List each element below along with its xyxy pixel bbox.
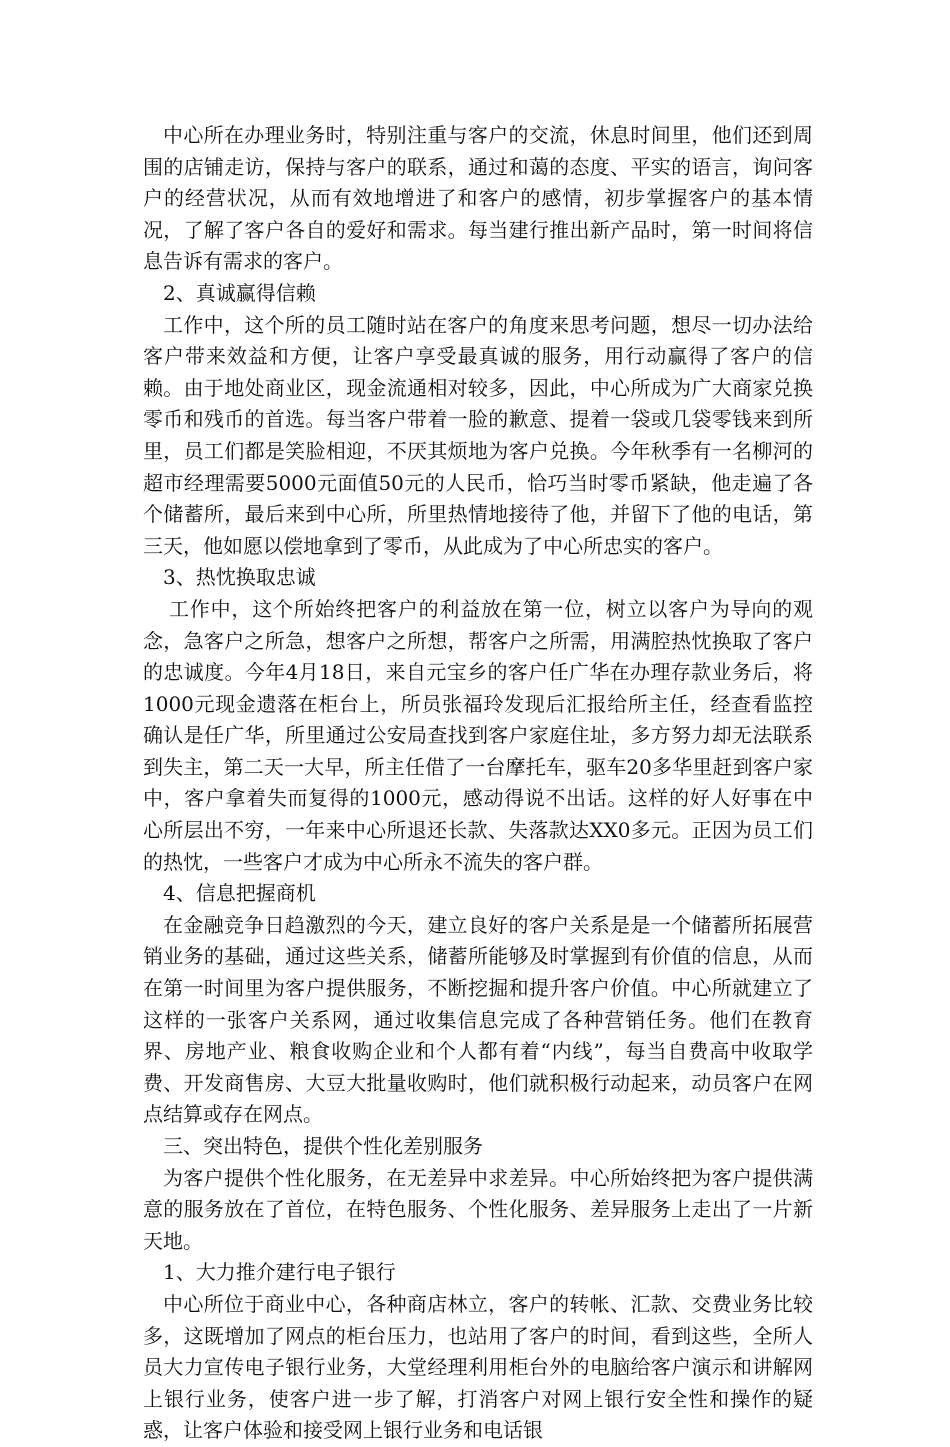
section-heading-information: 4、信息把握商机 xyxy=(163,881,316,906)
section-heading-e-banking: 1、大力推介建行电子银行 xyxy=(163,1260,396,1285)
section-heading-enthusiasm: 3、热忱换取忠诚 xyxy=(163,565,316,590)
paragraph-e-banking: 中心所位于商业中心，各种商店林立，客户的转帐、汇款、交费业务比较多，这既增加了网点的柜台压力，也站用了客户的时间，看到这些，全所人员大力宣传电子银行业务，大堂经理利用柜台外的电脑给客户演示和讲解网上银行业务，使客户进一步了解，打消客户对网上银行安全性和操作的疑惑，让客户体验和接受网上银行业务和电话银 xyxy=(143,1291,813,1443)
paragraph-information: 在金融竞争日趋激烈的今天，建立良好的客户关系是是一个储蓄所拓展营销业务的基础，通过这些关系，储蓄所能够及时掌握到有价值的信息，从而在第一时间里为客户提供服务，不断挖掘和提升客户价值。中心所就建立了这样的一张客户关系网，通过收集信息完成了各种营销任务。他们在教育界、房地产业、粮食收购企业和个人都有着“内线”，每当自费高中收取学费、开发商售房、大豆大批量收购时，他们就积极行动起来，动员客户在网点结算或存在网点。 xyxy=(143,912,813,1127)
paragraph-personalized-service: 为客户提供个性化服务，在无差异中求差异。中心所始终把为客户提供满意的服务放在了首位，在特色服务、个性化服务、差异服务上走出了一片新天地。 xyxy=(143,1165,813,1253)
document-body xyxy=(143,120,813,1447)
paragraph-customer-communication: 中心所在办理业务时，特别注重与客户的交流，休息时间里，他们还到周围的店铺走访，保持与客户的联系，通过和蔼的态度、平实的语言，询问客户的经营状况，从而有效地增进了和客户的感情，初步掌握客户的基本情况，了解了客户各自的爱好和需求。每当建行推出新产品时，第一时间将信息告诉有需求的客户。 xyxy=(143,123,813,274)
section-heading-personalized-service: 三、突出特色，提供个性化差别服务 xyxy=(163,1134,483,1158)
paragraph-enthusiasm: 工作中，这个所始终把客户的利益放在第一位，树立以客户为导向的观念，急客户之所急，想客户之所想，帮客户之所需，用满腔热忱换取了客户的忠诚度。今年4月18日，来自元宝乡的客户任广华在办理存款业务后，将1000元现金遗落在柜台上，所员张福玲发现后汇报给所主任，经查看监控确认是任广华，所里通过公安局查找到客户家庭住址，多方努力却无法联系到失主，第二天一大早，所主任借了一台摩托车，驱车20多华里赶到客户家中，客户拿着失而复得的1000元，感动得说不出话。这样的好人好事在中心所层出不穷，一年来中心所退还长款、失落款达XX0多元。正因为员工们的热忱，一些客户才成为中心所永不流失的客户群。 xyxy=(143,596,813,874)
section-heading-sincerity: 2、真诚赢得信赖 xyxy=(163,280,316,305)
paragraph-sincerity: 工作中，这个所的员工随时站在客户的角度来思考问题，想尽一切办法给客户带来效益和方便，让客户享受最真诚的服务，用行动赢得了客户的信赖。由于地处商业区，现金流通相对较多，因此，中心所成为广大商家兑换零币和残币的首选。每当客户带着一脸的歉意、提着一袋或几袋零钱来到所里，员工们都是笑脸相迎，不厌其烦地为客户兑换。今年秋季有一名柳河的超市经理需要5000元面值50元的人民币，恰巧当时零币紧缺，他走遍了各个储蓄所，最后来到中心所，所里热情地接待了他，并留下了他的电话，第三天，他如愿以偿地拿到了零币，从此成为了中心所忠实的客户。 xyxy=(143,312,813,558)
